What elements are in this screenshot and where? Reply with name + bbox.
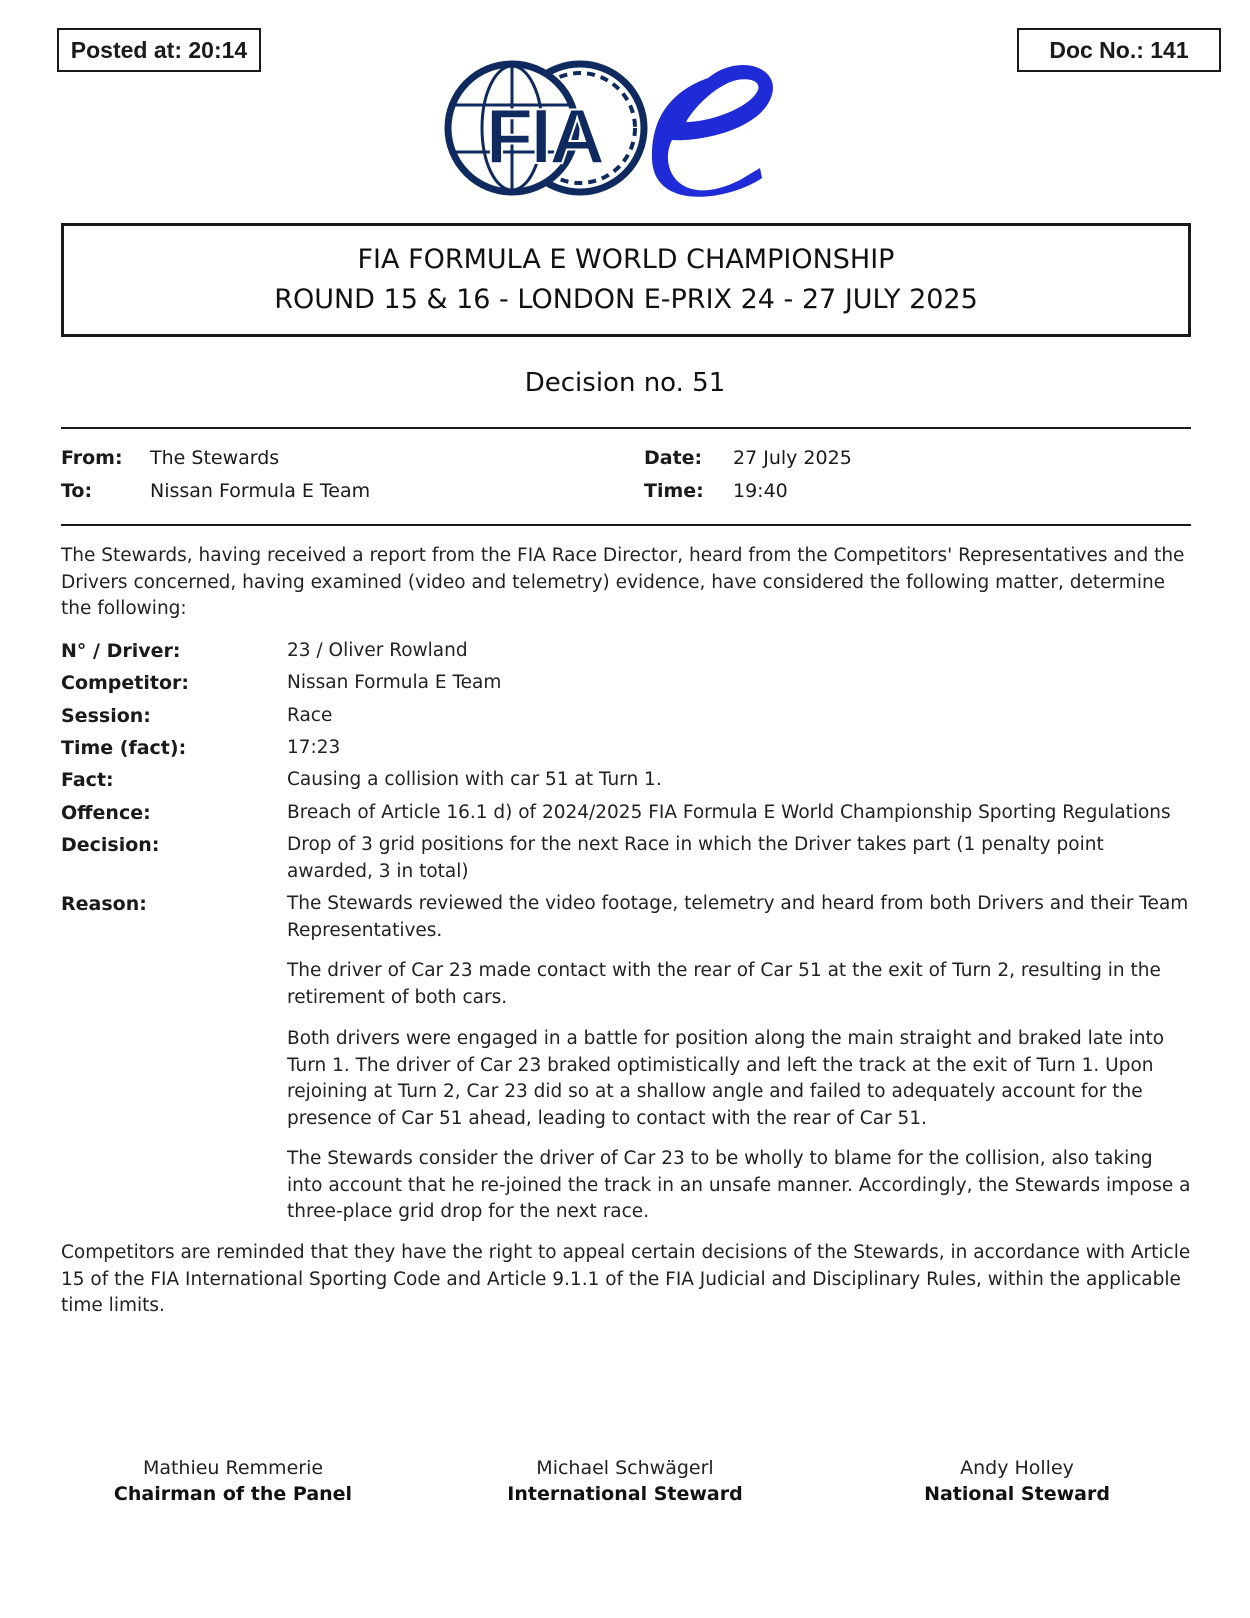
session-label: Session: [61, 705, 151, 727]
decision-label: Decision: [61, 834, 160, 856]
signatory-role: International Steward [507, 1483, 743, 1505]
to-label: To: [61, 480, 93, 502]
championship-title: FIA FORMULA E WORLD CHAMPIONSHIP [357, 244, 895, 275]
event-title: ROUND 15 & 16 - LONDON E-PRIX 24 - 27 JULY 2025 [274, 284, 978, 315]
doc-number-text: Doc No.: 141 [1049, 37, 1189, 63]
from-value: The Stewards [150, 447, 280, 469]
time-value: 19:40 [733, 480, 788, 502]
offence-value: Breach of Article 16.1 d) of 2024/2025 FIA Formula E World Championship Sporting Regulations [287, 802, 1171, 823]
posted-at-box [57, 28, 261, 72]
driver-label: N° / Driver: [61, 640, 181, 662]
fact-time-value: 17:23 [287, 737, 341, 758]
competitor-value: Nissan Formula E Team [287, 672, 502, 693]
divider-top [61, 427, 1191, 429]
from-label: From: [61, 447, 123, 469]
decision-title: Decision no. 51 [524, 368, 726, 398]
divider-bottom [61, 524, 1191, 526]
intro-paragraph: The Stewards, having received a report from the FIA Race Director, heard from the Competitors' Representatives and the Drivers concerned, having examined (video and telemetry) evidence, have considered the following matter, determine the following: [61, 545, 1185, 619]
reason-paragraph: The Stewards consider the driver of Car 23 to be wholly to blame for the collision, also taking into account that he re-joined the track in an unsafe manner. Accordingly, the Stewards impose a three-place grid drop for the next race. [287, 1148, 1191, 1222]
signatory-chairman [63, 1455, 403, 1507]
time-label: Time: [644, 480, 704, 502]
competitor-label: Competitor: [61, 672, 189, 694]
reason-paragraph: The Stewards reviewed the video footage, telemetry and heard from both Drivers and their Team Representatives. [287, 893, 1189, 941]
fact-value: Causing a collision with car 51 at Turn 1. [287, 769, 662, 790]
logos [440, 60, 810, 205]
date-label: Date: [644, 447, 703, 469]
reason-paragraph: The driver of Car 23 made contact with the rear of Car 51 at the exit of Turn 2, resulting in the retirement of both cars. [287, 960, 1161, 1008]
signatory-name: Mathieu Remmerie [142, 1457, 324, 1479]
fact-label: Fact: [61, 769, 114, 791]
fact-time-label: Time (fact): [61, 737, 187, 759]
signatory-international [455, 1455, 795, 1507]
championship-title-box [61, 223, 1191, 337]
driver-value: 23 / Oliver Rowland [287, 640, 468, 661]
session-value: Race [287, 705, 333, 726]
reason-paragraph: Both drivers were engaged in a battle for position along the main straight and braked late into Turn 1. The driver of Car 23 braked optimistically and left the track at the exit of Turn 1. Upon rejoining at Turn 2, Car 23 did so at a shallow angle and failed to adequately account for the presence of Car 51 ahead, leading to contact with the rear of Car 51. [287, 1028, 1165, 1129]
decision-value: Drop of 3 grid positions for the next Race in which the Driver takes part (1 penalty point awarded, 3 in total) [287, 834, 1104, 882]
posted-at-text: Posted at: 20:14 [70, 37, 248, 63]
signatory-role: Chairman of the Panel [113, 1483, 353, 1505]
fia-logo-text: FIA [485, 92, 603, 180]
doc-number-box [1017, 28, 1221, 72]
appeal-notice: Competitors are reminded that they have the right to appeal certain decisions of the Stewards, in accordance with Article 15 of the FIA International Sporting Code and Article 9.1.1 of the FIA Judicial and Disciplinary Rules, within the applicable time limits. [61, 1242, 1191, 1316]
to-value: Nissan Formula E Team [150, 480, 371, 502]
signatory-name: Michael Schwägerl [536, 1457, 714, 1479]
reason-label: Reason: [61, 893, 147, 915]
fia-logo [448, 64, 644, 192]
signatory-role: National Steward [924, 1483, 1110, 1505]
signatory-name: Andy Holley [960, 1457, 1074, 1479]
date-value: 27 July 2025 [733, 447, 852, 469]
signatory-national [847, 1455, 1187, 1507]
formula-e-logo [652, 65, 773, 197]
offence-label: Offence: [61, 802, 151, 824]
